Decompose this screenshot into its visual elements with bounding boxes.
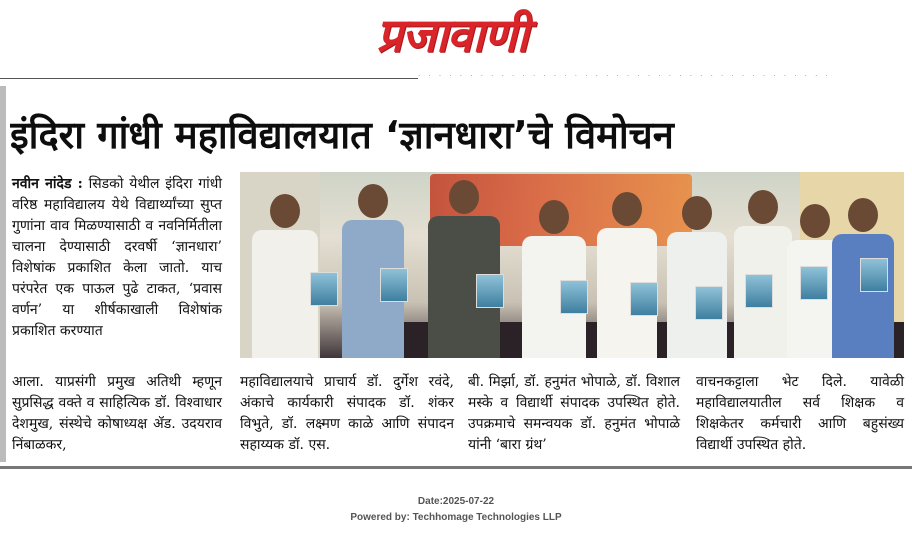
column-2-text: महाविद्यालयाचे प्राचार्य डॉ. दुर्गेश रवंदे, अंकाचे कार्यकारी संपादक डॉ. शंकर विभुते, डॉ. लक्ष्मण काळे आणि संपादन सहाय्यक डॉ. एस. — [240, 374, 454, 453]
column-1-lead-text: सिडको येथील इंदिरा गांधी वरिष्ठ महाविद्यालय येथे विद्यार्थ्यांच्या सुप्त गुणांना वाव मिळण्यासाठी व नवनिर्मितीला चालना देण्यासाठी दरवर्षी ‘ज्ञानधारा’ विशेषांक प्रकाशित केला जातो. याच परंपरेत एक पाऊल पुढे टाकत, ‘प्रवास वर्णन’ या शीर्षकाखाली विशेषांक प्रकाशित करण्यात — [12, 176, 222, 339]
event-photo — [240, 172, 904, 358]
photo-person — [520, 200, 588, 358]
photo-book — [630, 282, 658, 316]
photo-person — [426, 180, 502, 358]
column-4-text: वाचनकट्टाला भेट दिले. यावेळी महाविद्यालयातील सर्व शिक्षक व शिक्षकेतर कर्मचारी आणि बहुसंख्य विद्यार्थी उपस्थित होते. — [696, 374, 904, 453]
footer-powered-by: Powered by: Techhomage Technologies LLP — [350, 512, 562, 523]
article-headline: इंदिरा गांधी महाविद्यालयात ‘ज्ञानधारा’चे विमोचन — [10, 113, 674, 157]
photo-book — [745, 274, 773, 308]
article-column-1-continued — [12, 372, 222, 456]
photo-person — [665, 196, 729, 358]
article-column-1 — [12, 174, 222, 342]
masthead-rule — [0, 78, 418, 79]
photo-book — [695, 286, 723, 320]
column-1-continued-text: आला. याप्रसंगी प्रमुख अतिथी म्हणून सुप्रसिद्ध वक्ते व साहित्यिक डॉ. विश्वाधार देशमुख, संस्थेचे कोषाध्यक्ष ॲड. उदयराव निंबाळकर, — [12, 374, 222, 453]
photo-book — [310, 272, 338, 306]
footer-date: Date:2025-07-22 — [417, 496, 495, 507]
article-column-2 — [240, 372, 454, 456]
photo-person — [595, 192, 659, 358]
photo-book — [380, 268, 408, 302]
bottom-rule — [0, 466, 912, 469]
faint-header-strip: · · · · · · · · · · · · · · · · · · · · · · · · · · · · · · · · · · · · · · · · — [418, 72, 831, 80]
column-3-text: बी. मिर्झा, डॉ. हनुमंत भोपाळे, डॉ. विशाल मस्के व विद्यार्थी संपादक उपस्थित होते. उपक्रमाचे समन्वयक डॉ. हनुमंत भोपाळे यांनी ‘बारा ग्रंथ’ — [468, 374, 680, 453]
clipping-edge — [0, 86, 6, 462]
photo-book — [476, 274, 504, 308]
article-column-4 — [696, 372, 904, 456]
photo-book — [800, 266, 828, 300]
footer — [0, 494, 912, 526]
logo-text: प्रजावाणी — [376, 8, 528, 62]
photo-book — [860, 258, 888, 292]
article-column-3 — [468, 372, 680, 456]
masthead — [0, 0, 912, 78]
photo-book — [560, 280, 588, 314]
dateline: नवीन नांदेड : — [12, 176, 83, 192]
newspaper-logo — [322, 4, 582, 64]
